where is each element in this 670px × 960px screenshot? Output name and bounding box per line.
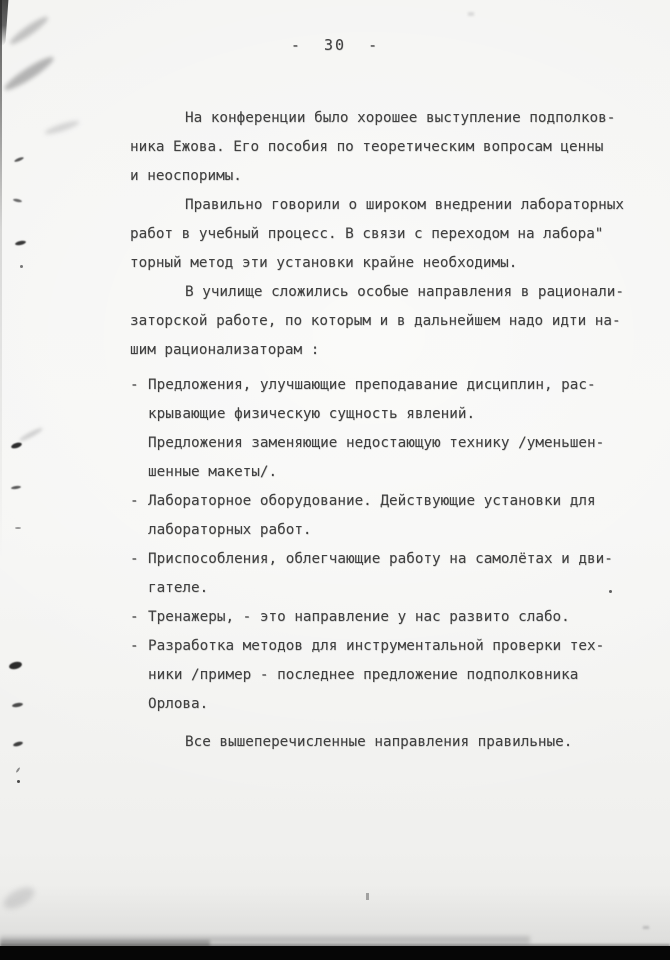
line-text: работ в учебный процесс. В связи с переходом на лабора" (130, 226, 604, 242)
ink-speck (15, 767, 20, 773)
text-line (130, 162, 640, 191)
list-item-line (130, 487, 640, 516)
line-text: Лабораторное оборудование. Действующие установки для (148, 493, 596, 509)
ink-speck (12, 702, 24, 708)
line-text: Тренажеры, - это направление у нас развито слабо. (148, 609, 570, 625)
page-number: - 30 - (290, 36, 380, 54)
text-line (130, 458, 640, 487)
line-text: ники /пример - последнее предложение подполковника (148, 667, 579, 683)
line-text: шенные макеты/. (148, 464, 278, 480)
film-scratch (18, 426, 43, 443)
text-line (130, 191, 640, 220)
film-smudge (643, 926, 649, 929)
list-dash: - (130, 493, 139, 509)
line-text: торный метод эти установки крайне необходимы. (130, 255, 518, 271)
film-smudge (468, 12, 474, 16)
list-dash: - (130, 551, 139, 567)
ink-speck (15, 527, 21, 529)
text-line (130, 728, 640, 757)
ink-speck (14, 156, 24, 163)
film-scratch (44, 119, 80, 137)
text-line (130, 690, 640, 719)
list-item-line (130, 371, 640, 400)
film-streak (0, 936, 530, 944)
line-text: лабораторных работ. (148, 522, 312, 538)
text-line (130, 400, 640, 429)
ink-speck (10, 441, 22, 449)
line-text: Правильно говорили о широком внедрении лабораторных (185, 197, 624, 213)
bottom-shade (0, 885, 670, 946)
film-smudge (0, 883, 38, 913)
text-line (130, 336, 640, 365)
line-text: и неоспоримы. (130, 168, 242, 184)
text-line (130, 574, 640, 603)
ink-speck (8, 661, 22, 671)
line-text: Приспособления, облегчающие работу на самолётах и дви- (148, 551, 613, 567)
line-text: На конференции было хорошее выступление подполков- (185, 110, 616, 126)
ink-speck (11, 485, 21, 489)
line-text: заторской работе, по которым и в дальнейшем надо идти на- (130, 313, 621, 329)
text-column (130, 104, 640, 757)
ink-speck (17, 780, 20, 783)
text-line (130, 661, 640, 690)
line-text: В училище сложились особые направления в рационали- (185, 284, 624, 300)
list-item-line (130, 632, 640, 661)
film-edge-bar (0, 946, 670, 960)
line-text: Разработка методов для инструментальной проверки тех- (148, 638, 605, 654)
line-text: Предложения заменяющие недостающую технику /уменьшен- (148, 435, 605, 451)
text-line (130, 278, 640, 307)
film-streak (0, 940, 210, 947)
ink-speck (13, 741, 24, 748)
film-scratch (2, 53, 57, 94)
list-item-line (130, 545, 640, 574)
ink-speck (15, 240, 27, 246)
text-line (130, 220, 640, 249)
line-text: Предложения, улучшающие преподавание дисциплин, рас- (148, 377, 596, 393)
line-text: Орлова. (148, 696, 209, 712)
line-text: крывающие физическую сущность явлений. (148, 406, 476, 422)
line-text: ника Ежова. Его пособия по теоретическим вопросам ценны (130, 139, 604, 155)
text-line (130, 516, 640, 545)
list-dash: - (130, 377, 139, 393)
text-line (130, 249, 640, 278)
text-line (130, 104, 640, 133)
line-text: шим рационализаторам : (130, 342, 320, 358)
list-item-line (130, 603, 640, 632)
ink-speck (20, 265, 23, 268)
list-dash: - (130, 638, 139, 654)
list-dash: - (130, 609, 139, 625)
text-line (130, 307, 640, 336)
ink-speck (366, 893, 369, 900)
text-line (130, 429, 640, 458)
line-text: Все вышеперечисленные направления правильные. (185, 734, 573, 750)
text-line (130, 133, 640, 162)
ink-speck (13, 198, 22, 203)
film-edge-line (0, 0, 2, 230)
line-text: гателе. (148, 580, 209, 596)
film-edge-line (0, 230, 2, 560)
